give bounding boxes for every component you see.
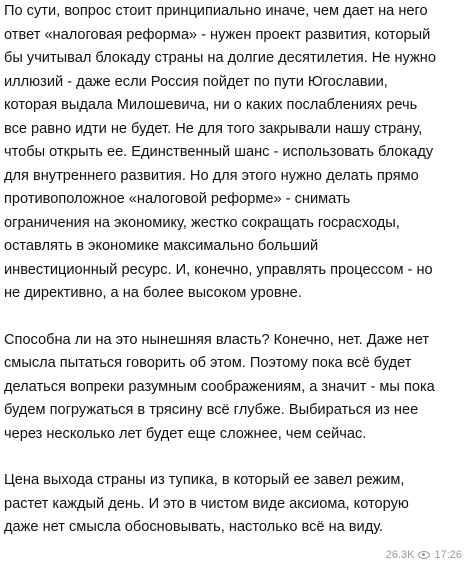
view-count: 26.3K [385,549,415,561]
message-bubble [4,0,464,540]
message-paragraph-1: По сути, вопрос стоит принципиально иначе, чем дает на него ответ «налоговая реформа» - нужен проект развития, который бы учитывал блокаду страны на долгие десятилетия. Не нужно иллюзий - даже если Россия пойдет по пути Югославии, которая выдала Милошевича, ни о каких послаблениях речь все равно идти не будет. Не для того закрывали нашу страну, чтобы открыть ее. Единственный шанс - использовать блокаду для внутреннего развития. Но для этого нужно делать прямо противоположное «налоговой реформе» - снимать ограничения на экономику, жестко сокращать госрасходы, оставлять в экономике максимально больший инвестиционный ресурс. И, конечно, управлять процессом - но не директивно, а на более высоком уровне. [4,3,436,301]
message-time: 17:26 [434,549,462,561]
message-paragraph-2: Способна ли на это нынешняя власть? Конечно, нет. Даже нет смысла пытаться говорить об этом. Поэтому пока всё будет делаться вопреки разумным соображениям, а значит - мы пока будем погружаться в трясину всё глубже. Выбираться из нее через несколько лет будет еще сложнее, чем сейчас. [4,331,435,442]
eye-icon [418,551,430,559]
message-paragraph-3: Цена выхода страны из тупика, в который ее завел режим, растет каждый день. И это в чистом виде аксиома, которую даже нет смысла обосновывать, настолько всё на виду. [4,472,409,535]
message-meta [386,549,462,561]
